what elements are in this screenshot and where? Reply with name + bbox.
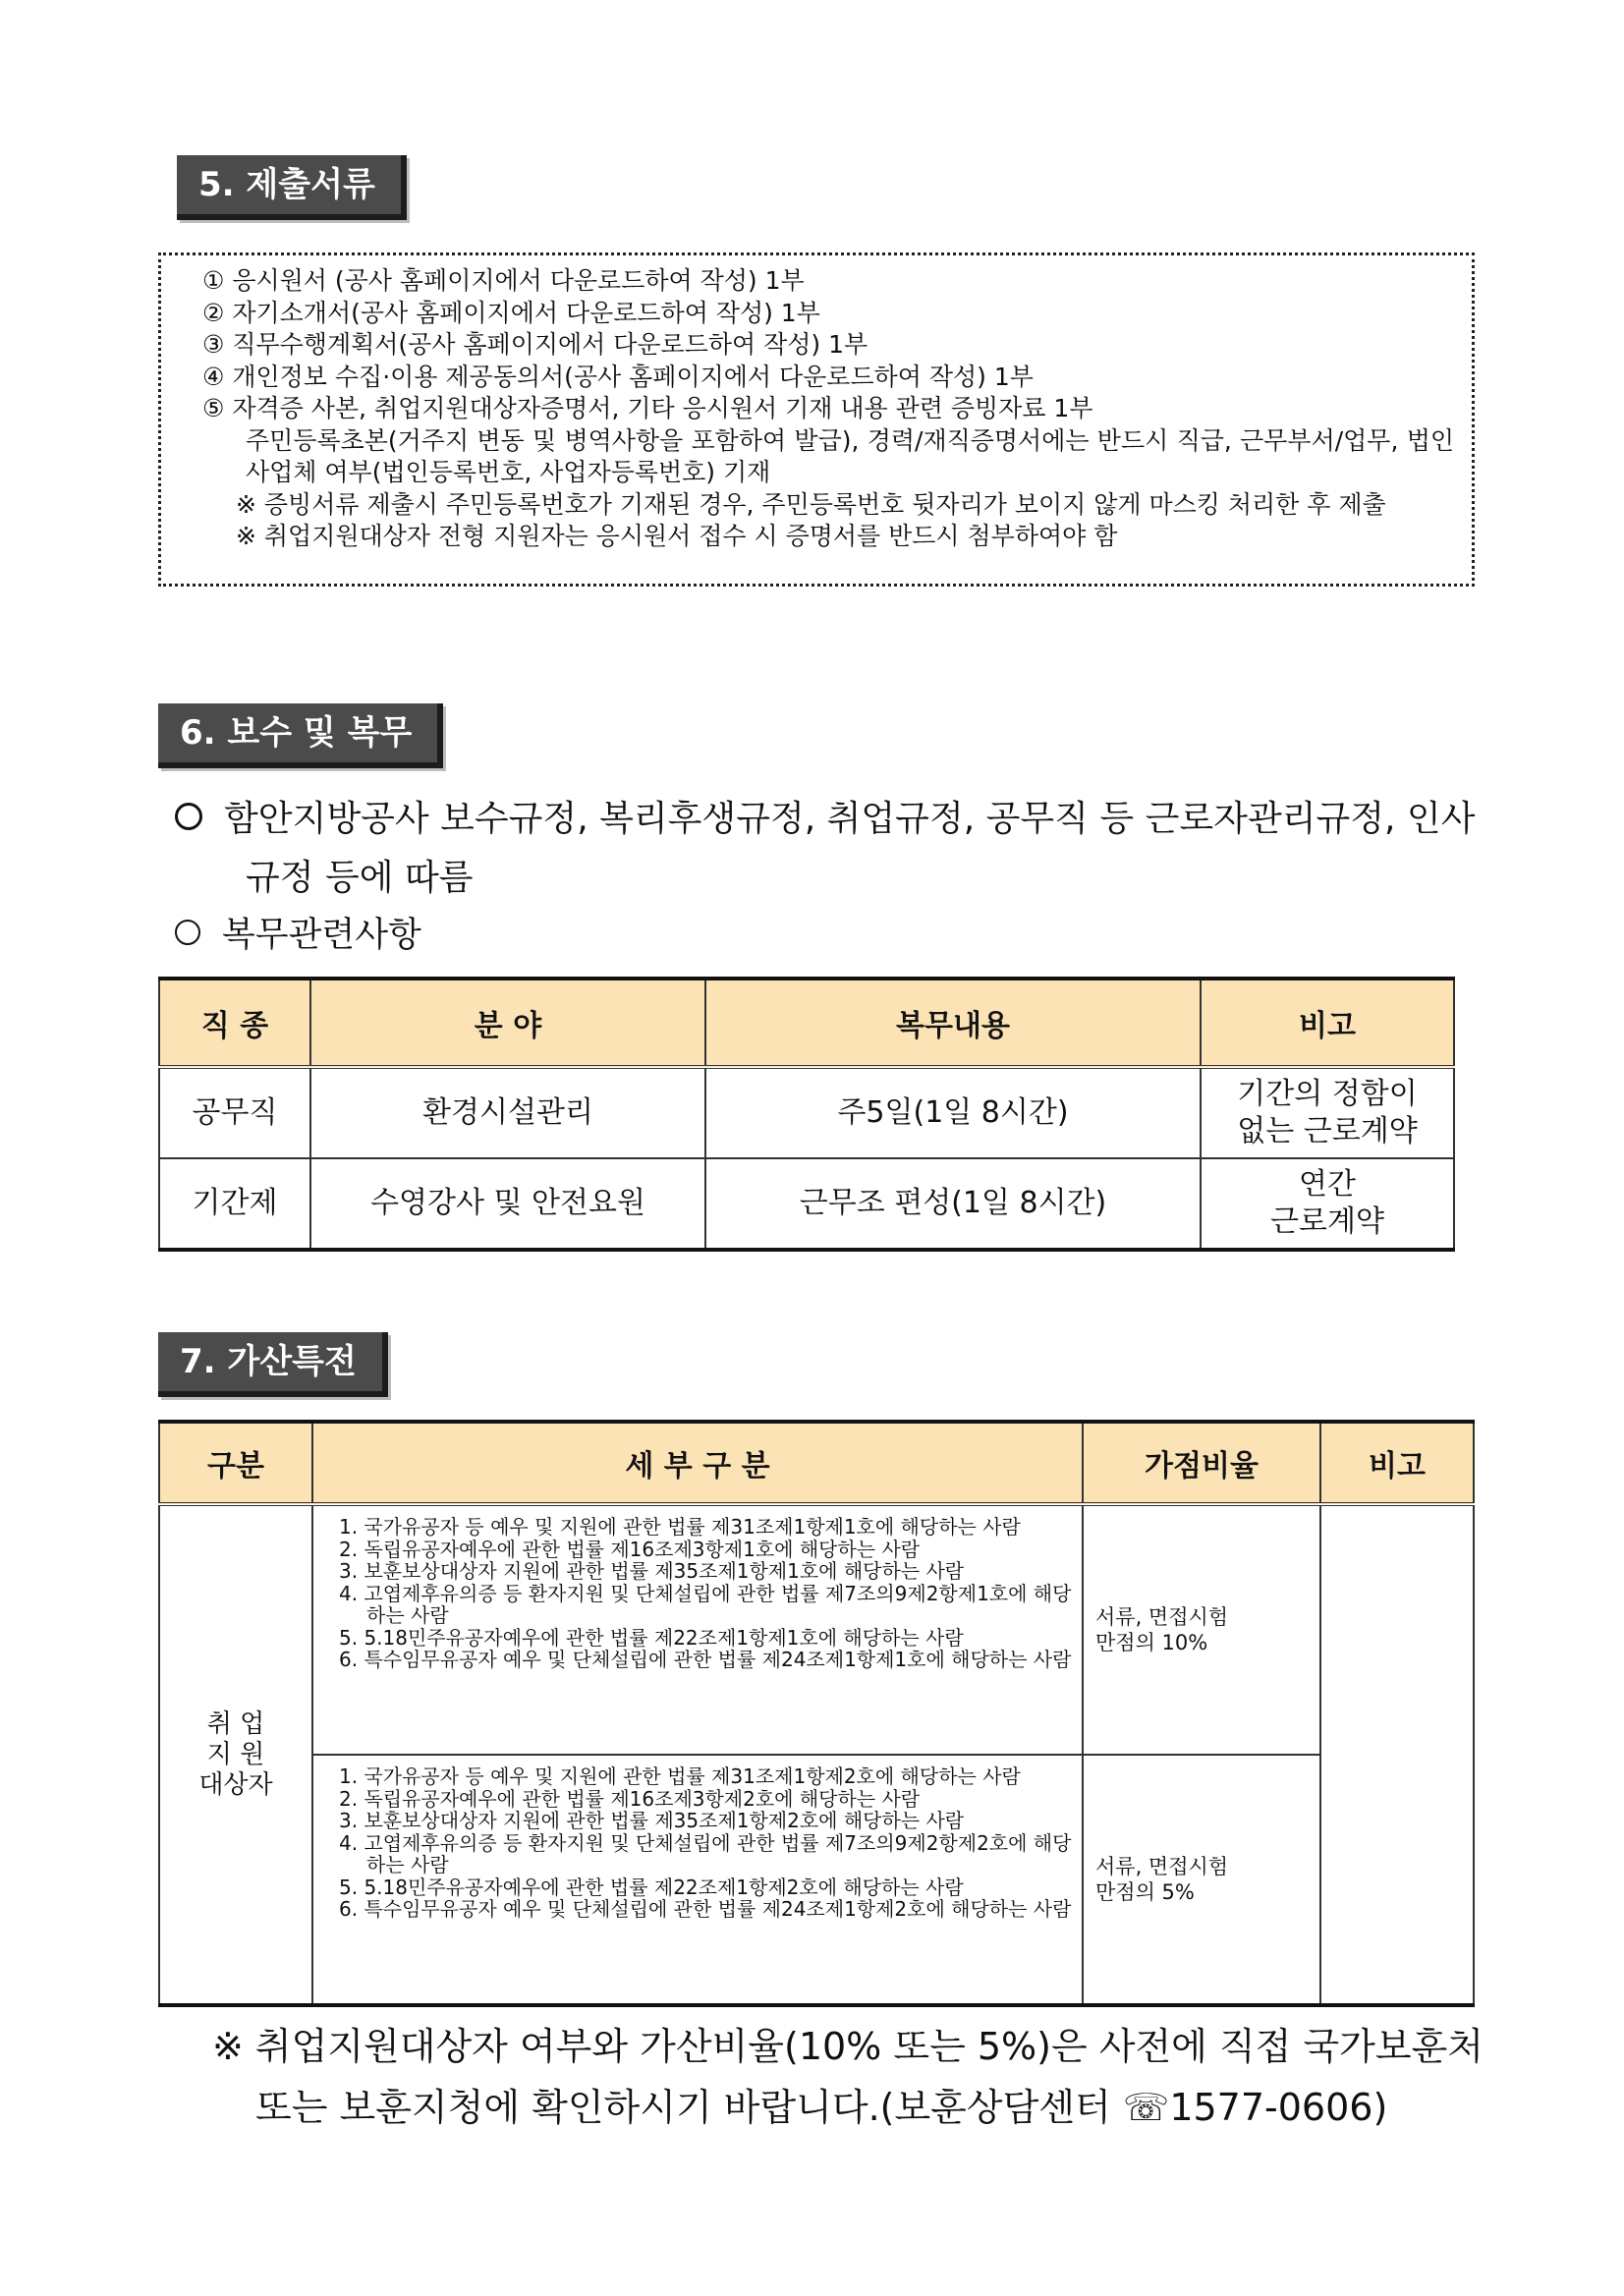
header-detail: 세 부 구 분 bbox=[312, 1422, 1083, 1504]
job-type-cell: 공무직 bbox=[159, 1067, 310, 1158]
footnote-line-2: 또는 보훈지청에 확인하시기 바랍니다.(보훈상담센터 ☏1577-0606) bbox=[255, 2086, 1388, 2129]
remark-cell: 기간의 정함이 없는 근로계약 bbox=[1201, 1067, 1454, 1158]
ratio-cell: 서류, 면접시험 만점의 5% bbox=[1083, 1755, 1320, 2005]
doc-item-1: ① 응시원서 (공사 홈페이지에서 다운로드하여 작성) 1부 bbox=[202, 266, 805, 295]
bonus-points-table bbox=[158, 1420, 1475, 2007]
header-service-content: 복무내용 bbox=[705, 979, 1201, 1067]
submission-documents-box bbox=[158, 252, 1475, 587]
doc-item-4: ④ 개인정보 수집·이용 제공동의서(공사 홈페이지에서 다운로드하여 작성) 1부 bbox=[202, 362, 1034, 391]
list-item: 4. 고엽제후유의증 등 환자지원 및 단체설립에 관한 법률 제7조의9제2항제1호에 해당하는 사람 bbox=[339, 1581, 1072, 1627]
ratio-cell: 서류, 면접시험 만점의 10% bbox=[1083, 1504, 1320, 1755]
list-item: 5. 5.18민주유공자예우에 관한 법률 제22조제1항제2호에 해당하는 사람 bbox=[339, 1875, 964, 1899]
masking-note: ※ 증빙서류 제출시 주민등록번호가 기재된 경우, 주민등록번호 뒷자리가 보이지 않게 마스킹 처리한 후 제출 bbox=[236, 489, 1386, 519]
doc-item-5: ⑤ 자격증 사본, 취업지원대상자증명서, 기타 응시원서 기재 내용 관련 증빙자료 1부 bbox=[202, 394, 1093, 422]
detail-cell bbox=[312, 1755, 1083, 2005]
service-table bbox=[158, 977, 1455, 1252]
job-type-cell: 기간제 bbox=[159, 1158, 310, 1250]
section6-title: 6. 보수 및 복무 bbox=[158, 703, 443, 768]
header-remark: 비고 bbox=[1320, 1422, 1474, 1504]
service-bullet: 복무관련사항 bbox=[175, 906, 421, 965]
content-cell: 근무조 편성(1일 8시간) bbox=[705, 1158, 1201, 1250]
list-item: 1. 국가유공자 등 예우 및 지원에 관한 법률 제31조제1항제2호에 해당하는 사람 bbox=[339, 1764, 1021, 1788]
circle-bullet-icon bbox=[175, 803, 202, 830]
table-header-row bbox=[159, 1422, 1474, 1504]
list-item: 6. 특수임무유공자 예우 및 단체설립에 관한 법률 제24조제1항제2호에 해당하는 사람 bbox=[339, 1897, 1072, 1921]
table-row bbox=[159, 1755, 1474, 2005]
list-item: 2. 독립유공자예우에 관한 법률 제16조제3항제1호에 해당하는 사람 bbox=[339, 1537, 921, 1561]
doc-item-2: ② 자기소개서(공사 홈페이지에서 다운로드하여 작성) 1부 bbox=[202, 298, 820, 327]
table-row bbox=[159, 1158, 1454, 1250]
veteran-footnote bbox=[214, 2016, 1484, 2138]
category-cell: 취 업 지 원 대상자 bbox=[159, 1504, 312, 2005]
footnote-line-1: ※ 취업지원대상자 여부와 가산비율(10% 또는 5%)은 사전에 직접 국가보훈처 bbox=[212, 2025, 1484, 2068]
table-header-row bbox=[159, 979, 1454, 1067]
list-item: 5. 5.18민주유공자예우에 관한 법률 제22조제1항제1호에 해당하는 사람 bbox=[339, 1625, 964, 1650]
table-row bbox=[159, 1067, 1454, 1158]
list-item: 3. 보훈보상대상자 지원에 관한 법률 제35조제1항제1호에 해당하는 사람 bbox=[339, 1559, 965, 1583]
list-item: 6. 특수임무유공자 예우 및 단체설립에 관한 법률 제24조제1항제1호에 해당하는 사람 bbox=[339, 1648, 1072, 1671]
remark-cell bbox=[1320, 1504, 1474, 2005]
list-item: 1. 국가유공자 등 예우 및 지원에 관한 법률 제31조제1항제1호에 해당하는 사람 bbox=[339, 1515, 1021, 1539]
header-remark: 비고 bbox=[1201, 979, 1454, 1067]
list-item: 2. 독립유공자예우에 관한 법률 제16조제3항제2호에 해당하는 사람 bbox=[339, 1786, 921, 1811]
list-item: 4. 고엽제후유의증 등 환자지원 및 단체설립에 관한 법률 제7조의9제2항제2호에 해당하는 사람 bbox=[339, 1830, 1072, 1876]
header-ratio: 가점비율 bbox=[1083, 1422, 1320, 1504]
detail-cell bbox=[312, 1504, 1083, 1755]
section5-title: 5. 제출서류 bbox=[177, 155, 407, 220]
remark-cell: 연간 근로계약 bbox=[1201, 1158, 1454, 1250]
pay-regulation-bullet: 함안지방공사 보수규정, 복리후생규정, 취업규정, 공무직 등 근로자관리규정, 인사 bbox=[175, 790, 1476, 849]
table-row bbox=[159, 1504, 1474, 1755]
content-cell: 주5일(1일 8시간) bbox=[705, 1067, 1201, 1158]
header-job-type: 직 종 bbox=[159, 979, 310, 1067]
doc-item-5-detail: 주민등록초본(거주지 변동 및 병역사항을 포함하여 발급), 경력/재직증명서에는 반드시 직급, 근무부서/업무, 법인사업체 여부(법인등록번호, 사업자등록번호) 기재 bbox=[246, 425, 1454, 486]
veteran-note: ※ 취업지원대상자 전형 지원자는 응시원서 접수 시 증명서를 반드시 첨부하여야 함 bbox=[236, 522, 1118, 550]
circle-bullet-icon bbox=[175, 920, 200, 945]
doc-item-3: ③ 직무수행계획서(공사 홈페이지에서 다운로드하여 작성) 1부 bbox=[202, 330, 868, 359]
pay-regulation-bullet-cont: 규정 등에 따름 bbox=[246, 858, 474, 898]
header-field: 분 야 bbox=[310, 979, 705, 1067]
list-item: 3. 보훈보상대상자 지원에 관한 법률 제35조제1항제2호에 해당하는 사람 bbox=[339, 1809, 965, 1832]
header-category: 구분 bbox=[159, 1422, 312, 1504]
field-cell: 환경시설관리 bbox=[310, 1067, 705, 1158]
section7-title: 7. 가산특전 bbox=[158, 1332, 388, 1397]
field-cell: 수영강사 및 안전요원 bbox=[310, 1158, 705, 1250]
